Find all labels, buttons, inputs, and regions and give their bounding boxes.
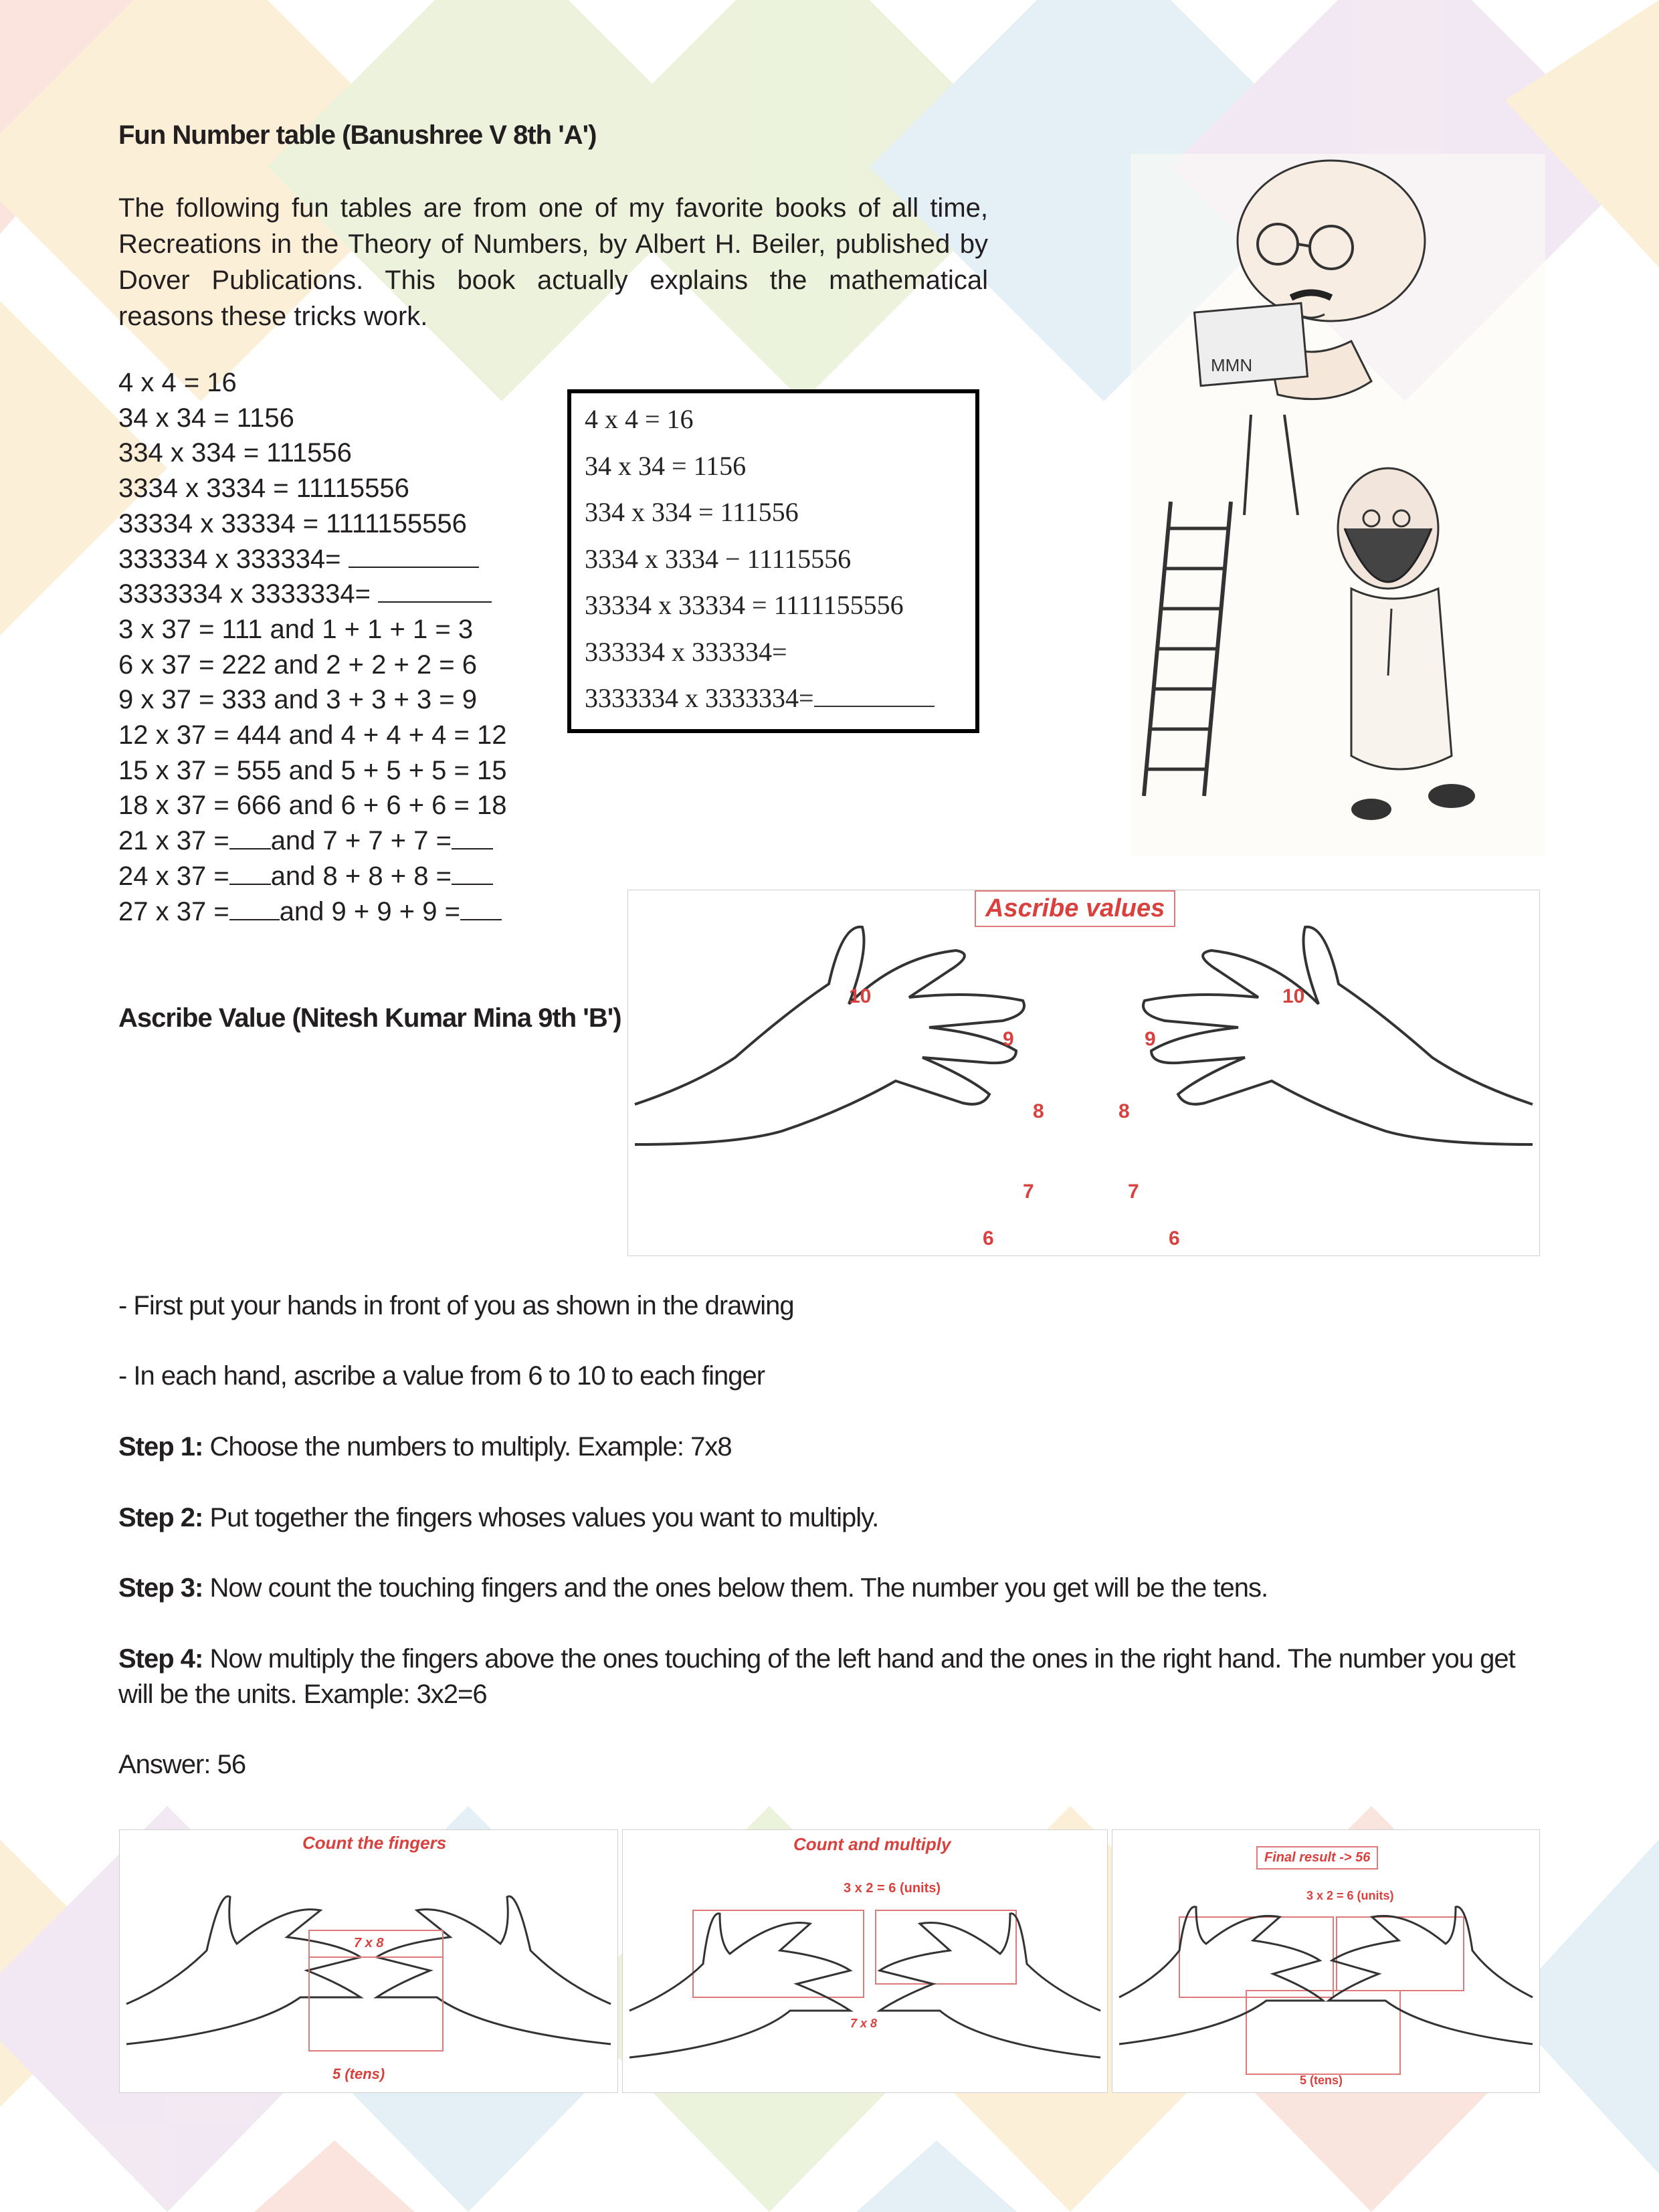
table-line-blank: 3333334 x 3333334= xyxy=(118,577,507,612)
panel-title: Count the fingers xyxy=(302,1833,447,1853)
finger-number: 9 xyxy=(1003,1028,1014,1050)
table-line: 3 x 37 = 111 and 1 + 1 + 1 = 3 xyxy=(118,614,474,644)
table-line: 18 x 37 = 666 and 6 + 6 + 6 = 18 xyxy=(118,791,507,821)
panel-title: Final result -> 56 xyxy=(1264,1850,1371,1865)
table-line: 6 x 37 = 222 and 2 + 2 + 2 = 6 xyxy=(118,649,477,680)
hands-multiply-drawing xyxy=(623,1830,1107,2092)
table-line: 334 x 334 = 111556 xyxy=(118,438,352,468)
panel-count-multiply xyxy=(622,1829,1108,2093)
panel-title: Count and multiply xyxy=(793,1834,951,1854)
panel-units-label: 3 x 2 = 6 (units) xyxy=(1306,1889,1394,1902)
panel-units-label: 3 x 2 = 6 (units) xyxy=(844,1881,941,1896)
hands-touching-drawing xyxy=(120,1830,617,2092)
finger-number: 6 xyxy=(1169,1227,1180,1249)
panel-mid-label: 7 x 8 xyxy=(354,1936,384,1950)
table-line: 4 x 4 = 16 xyxy=(118,368,237,397)
table-line-blank: 24 x 37 = and 8 + 8 + 8 = xyxy=(118,859,507,894)
table-line-blank: 333334 x 333334= xyxy=(118,542,507,577)
panel-final-result xyxy=(1112,1829,1540,2093)
section1-title: Fun Number table (Banushree V 8th 'A') xyxy=(118,120,597,150)
box-line: 34 x 34 = 1156 xyxy=(585,450,747,481)
table-line: 9 x 37 = 333 and 3 + 3 + 3 = 9 xyxy=(118,685,477,715)
sketch-illustration xyxy=(1131,154,1545,856)
box-line: 33334 x 33334 = 1111155556 xyxy=(585,590,904,620)
finger-number: 10 xyxy=(1282,985,1305,1007)
number-table-box xyxy=(567,389,979,733)
section2-title: Ascribe Value (Nitesh Kumar Mina 9th 'B') xyxy=(118,1003,621,1033)
box-line: 3334 x 3334 − 11115556 xyxy=(585,543,852,574)
box-line-blank: 3333334 x 3333334= xyxy=(571,675,975,722)
table-line: 34 x 34 = 1156 xyxy=(118,403,294,433)
table-line: 3334 x 3334 = 11115556 xyxy=(118,474,409,504)
book-label: MMN xyxy=(1211,355,1253,375)
hands-result-drawing xyxy=(1112,1830,1539,2092)
finger-number: 8 xyxy=(1118,1100,1130,1122)
box-line: 334 x 334 = 111556 xyxy=(585,497,799,527)
panel-bottom-label: 5 (tens) xyxy=(1300,2074,1343,2087)
panel-mid-label: 7 x 8 xyxy=(850,2017,878,2030)
table-line: 12 x 37 = 444 and 4 + 4 + 4 = 12 xyxy=(118,720,507,750)
number-table-list xyxy=(118,365,507,929)
mathematicians-illustration xyxy=(1131,154,1545,856)
answer: Answer: 56 xyxy=(118,1750,246,1779)
instruction-bullet: - First put your hands in front of you as shown in the drawing xyxy=(118,1291,794,1320)
intro-paragraph: The following fun tables are from one of my favorite books of all time, Recreations in the Theory of Numbers, by Albert H. Beiler, published by Dover Publications. This book actually explains the mathematical reasons these tricks work. xyxy=(118,193,988,331)
step-2: Step 2: Put together the fingers whoses values you want to multiply. xyxy=(118,1503,879,1532)
two-hands-drawing xyxy=(628,890,1539,1255)
panel-count-fingers xyxy=(119,1829,618,2093)
finger-number: 6 xyxy=(983,1227,994,1249)
ascribe-values-figure xyxy=(627,890,1540,1256)
table-line-blank: 27 x 37 = and 9 + 9 + 9 = xyxy=(118,894,507,930)
finger-number: 10 xyxy=(849,985,872,1007)
finger-number: 7 xyxy=(1023,1181,1034,1203)
finger-number: 9 xyxy=(1145,1028,1156,1050)
finger-number: 8 xyxy=(1033,1100,1044,1122)
table-line-blank: 21 x 37 = and 7 + 7 + 7 = xyxy=(118,823,507,859)
box-line: 4 x 4 = 16 xyxy=(585,404,694,434)
instruction-bullet: - In each hand, ascribe a value from 6 to 10 to each finger xyxy=(118,1361,765,1391)
panel-bottom-label: 5 (tens) xyxy=(332,2066,385,2082)
step-1: Step 1: Choose the numbers to multiply. Example: 7x8 xyxy=(118,1432,732,1462)
table-line: 33334 x 33334 = 1111155556 xyxy=(118,508,467,538)
finger-number: 7 xyxy=(1128,1181,1139,1203)
figure-title: Ascribe values xyxy=(985,894,1165,922)
step-3: Step 3: Now count the touching fingers and the ones below them. The number you get will be the tens. xyxy=(118,1573,1268,1603)
table-line: 15 x 37 = 555 and 5 + 5 + 5 = 15 xyxy=(118,755,507,785)
box-line: 333334 x 333334= xyxy=(585,636,787,667)
step-4: Step 4: Now multiply the fingers above the ones touching of the left hand and the ones in the right hand. The number you get will be the units. Example: 3x2=6 xyxy=(118,1644,1515,1709)
